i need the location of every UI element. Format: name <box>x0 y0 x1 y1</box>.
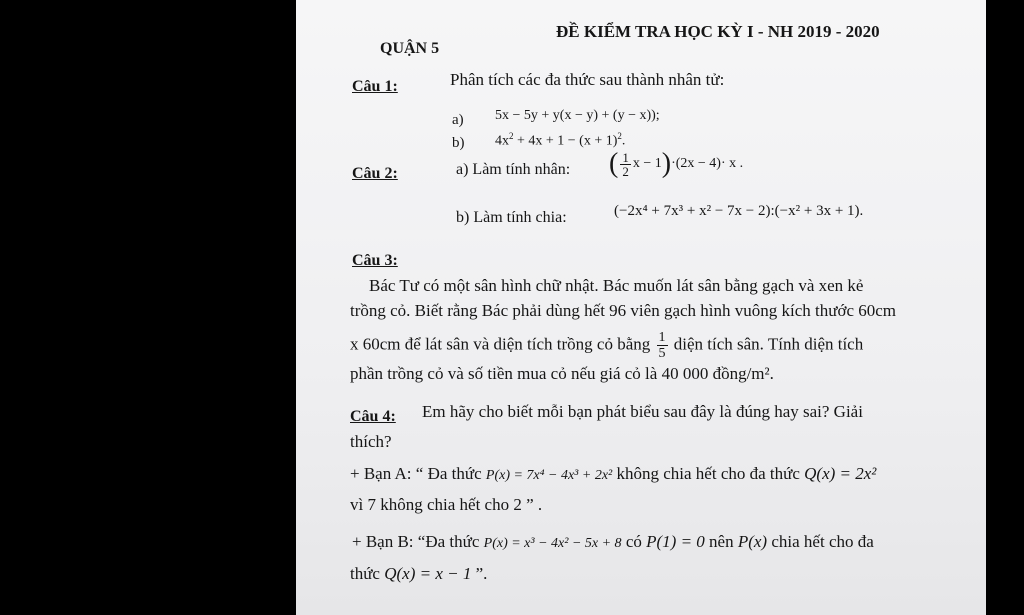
q1-prompt: Phân tích các đa thức sau thành nhân tử: <box>450 70 725 89</box>
q4-label: Câu 4: <box>350 408 396 425</box>
q3-line3: x 60cm để lát sân và diện tích trồng cỏ bằng $\frac{1}{5}$ diện tích sân. Tính diện tích <box>350 330 864 361</box>
q4-student-a: + Bạn A: “ Đa thức P(x) = 7x⁴ − 4x³ + 2x² không chia hết cho đa thức Q(x) = 2x² <box>350 464 877 483</box>
exam-paper <box>296 0 986 615</box>
q4-student-b-cont: thức Q(x) = x − 1 ”. <box>350 564 488 583</box>
q4-prompt: Em hãy cho biết mỗi bạn phát biểu sau đây là đúng hay sai? Giải <box>422 402 863 421</box>
q2b-text: b) Làm tính chia: <box>456 209 567 226</box>
q3-line4: phần trồng cỏ và số tiền mua cỏ nếu giá cỏ là 40 000 đồng/m². <box>350 364 774 383</box>
q3-label: Câu 3: <box>352 252 398 269</box>
q1b-expression: $4x^2 + 4x + 1 - (x + 1)^2$. <box>495 131 626 149</box>
q2-label: Câu 2: <box>352 165 398 182</box>
q3-line1: Bác Tư có một sân hình chữ nhật. Bác muốn lát sân bằng gạch và xen kẻ <box>369 276 864 295</box>
q1-label: Câu 1: <box>352 78 398 95</box>
q4-student-b: + Bạn B: “Đa thức P(x) = x³ − 4x² − 5x + 8 có P(1) = 0 nên P(x) chia hết cho đa <box>352 532 874 551</box>
q4-prompt-cont: thích? <box>350 432 392 451</box>
q1a-expression: 5x − 5y + y(x − y) + (y − x)); <box>495 108 660 123</box>
q1b-label: b) <box>452 135 465 151</box>
q2a-text: a) Làm tính nhân: <box>456 161 571 178</box>
q2b-expression: (−2x⁴ + 7x³ + x² − 7x − 2):(−x² + 3x + 1). <box>614 203 864 219</box>
q2a-expression: ( $\frac{1}{2}$ x − 1)·(2x − 4)· x . <box>609 148 744 179</box>
q4-student-a-cont: vì 7 không chia hết cho 2 ” . <box>350 495 543 514</box>
district-label: QUẬN 5 <box>380 40 440 57</box>
q1a-label: a) <box>452 112 464 128</box>
exam-title: ĐỀ KIỂM TRA HỌC KỲ I - NH 2019 - 2020 <box>556 22 880 41</box>
q3-line2: trồng cỏ. Biết rằng Bác phải dùng hết 96 viên gạch hình vuông kích thước 60cm <box>350 301 897 320</box>
